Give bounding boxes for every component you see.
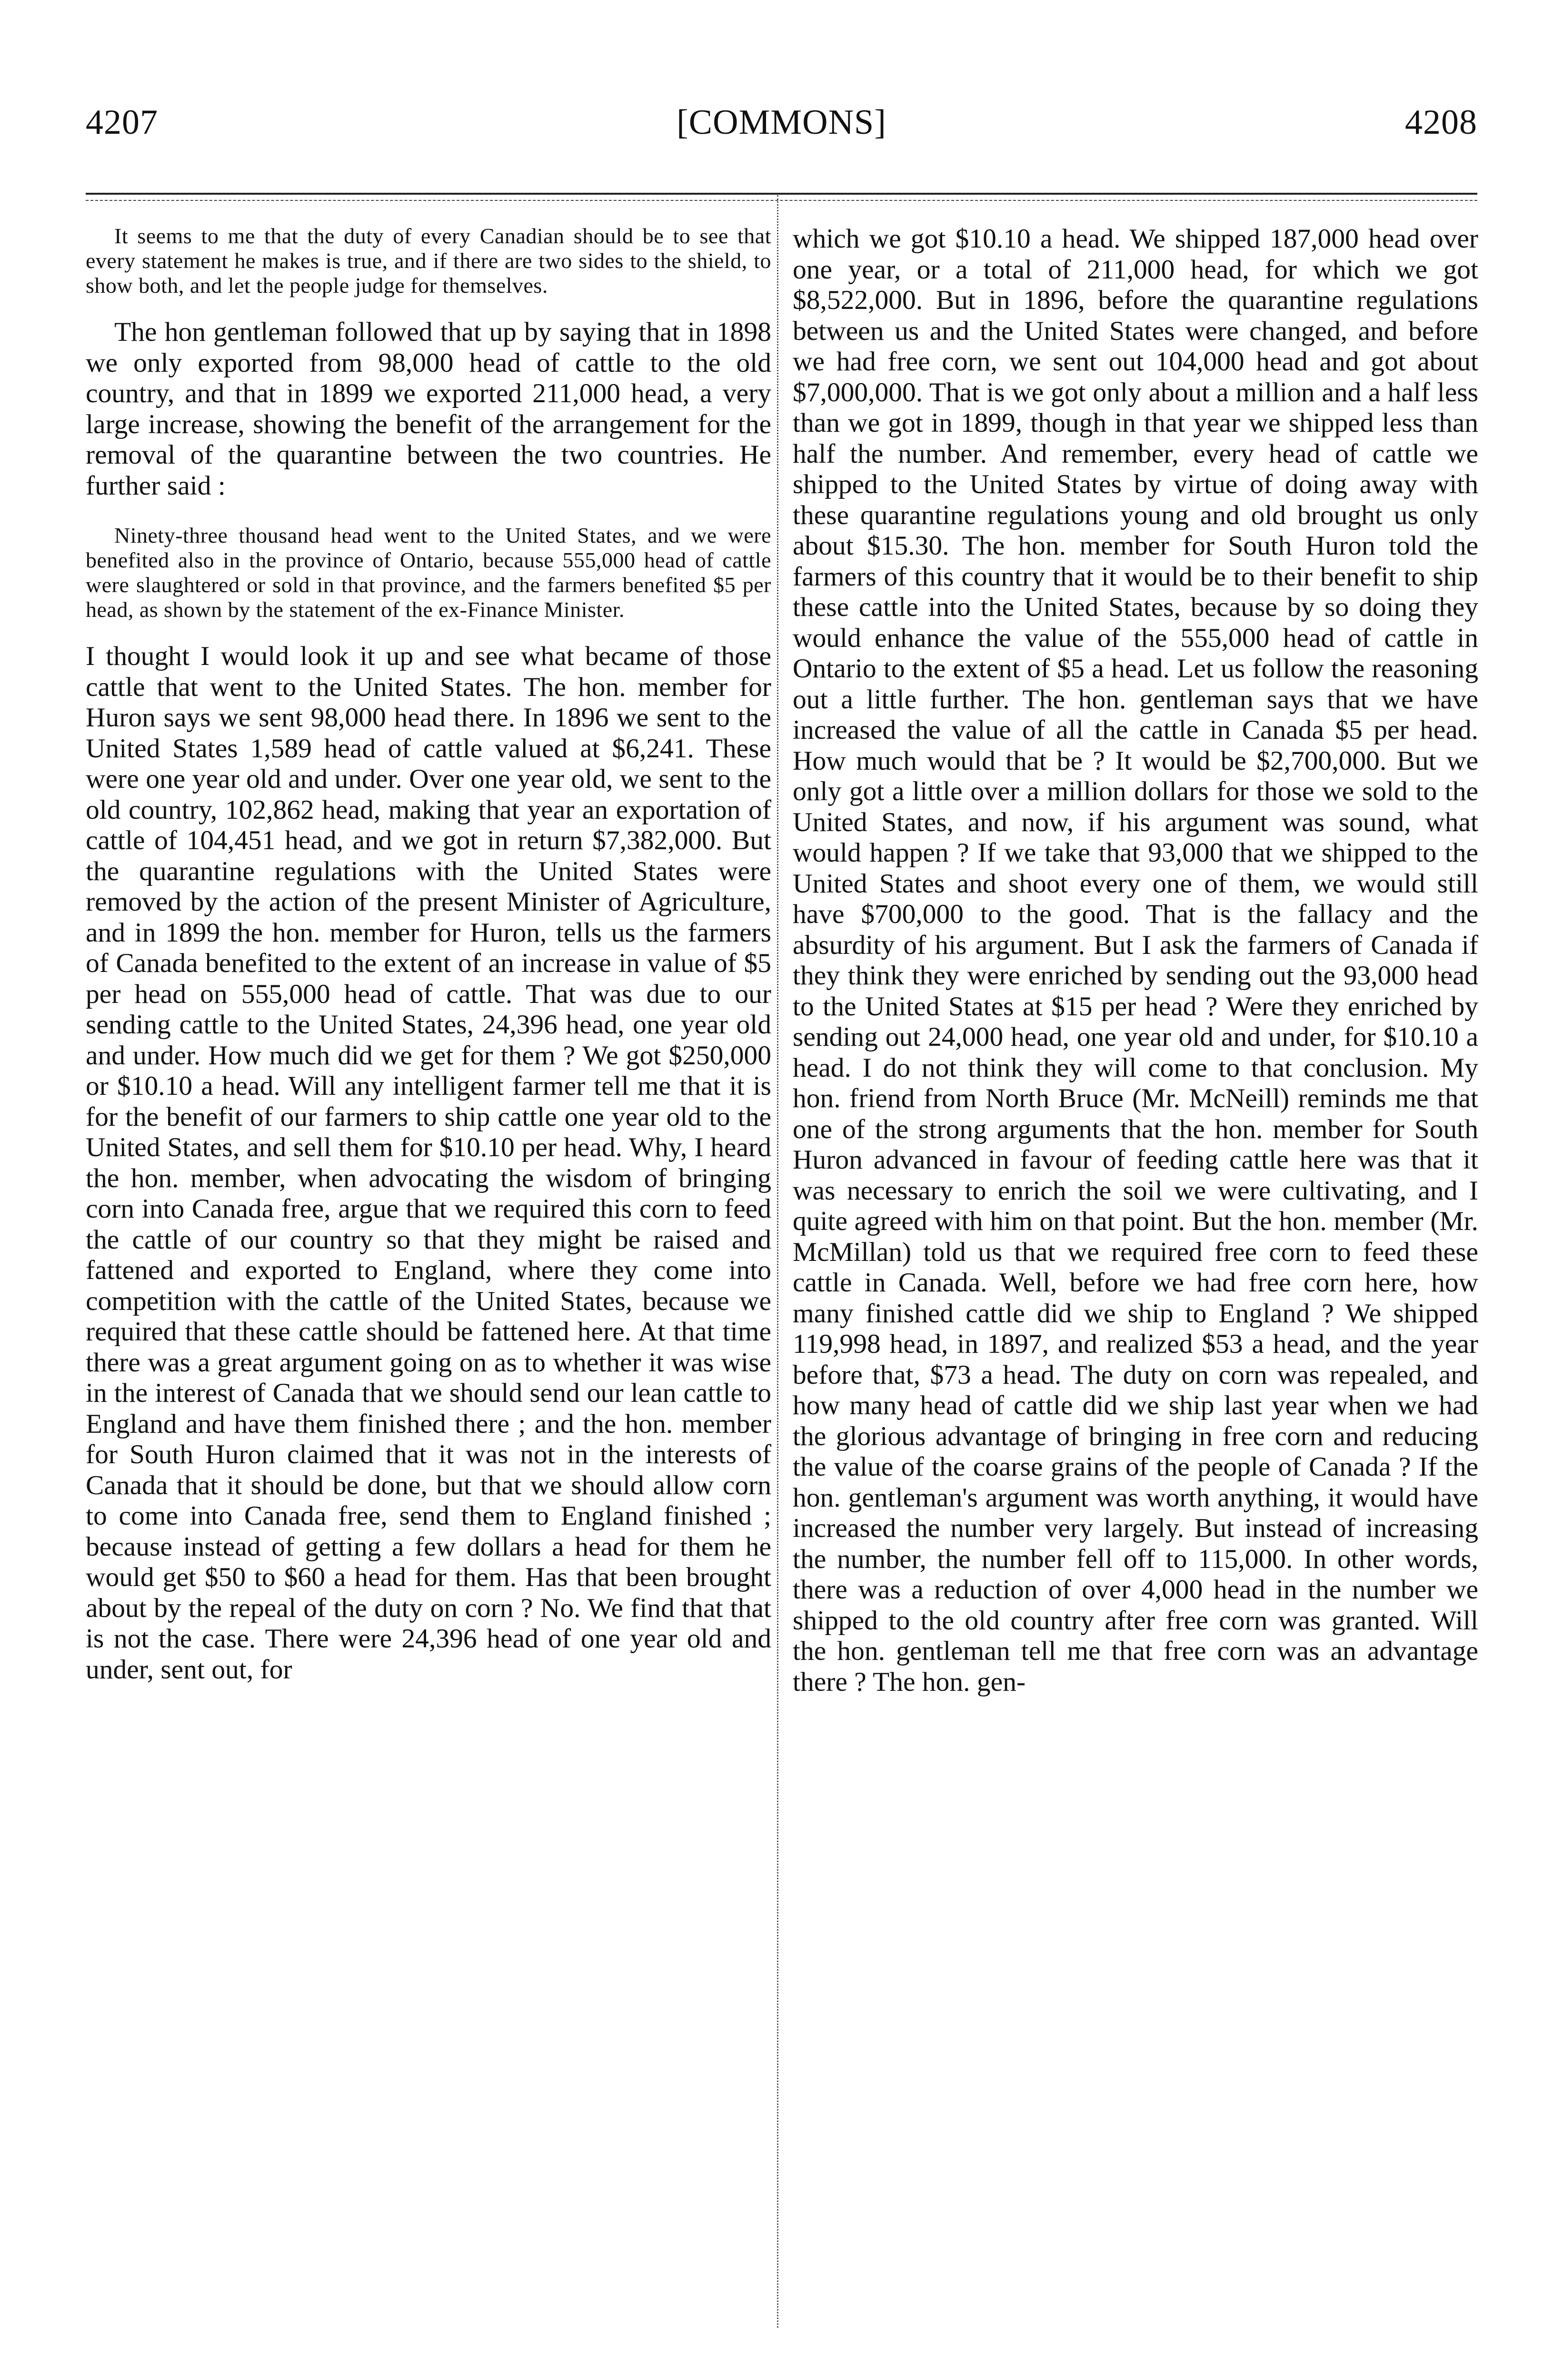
column-divider	[777, 195, 778, 2328]
header-rule-secondary	[86, 200, 1477, 201]
page-number-right: 4208	[1405, 103, 1477, 142]
page-header	[86, 102, 1477, 164]
quoted-passage: It seems to me that the duty of every Canadian should be to see that every statement he makes is true, and if there are two sides to the shield, to show both, and let the people judge for themselves.	[86, 224, 771, 298]
paragraph: The hon gentleman followed that up by saying that in 1898 we only exported from 98,000 head of cattle to the old country, and that in 1899 we exported 211,000 head, a very large increase, showing the benefit of the arrangement for the removal of the quarantine between the two countries. He further said :	[86, 317, 771, 501]
page-number-left: 4207	[86, 103, 158, 142]
running-title: [COMMONS]	[677, 103, 886, 142]
paragraph: which we got $10.10 a head. We shipped 187,000 head over one year, or a total of 211,000 head, for which we got $8,522,000. But in 1896, before the quarantine regulations between us and the United States were changed, and before we had free corn, we sent out 104,000 head and got about $7,000,000. That is we got only about a million and a half less than we got in 1899, though in that year we shipped less than half the number. And remember, every head of cattle we shipped to the United States by virtue of doing away with these quarantine regulations young and old brought us only about $15.30. The hon. member for South Huron told the farmers of this country that it would be to their benefit to ship these cattle into the United States, because by so doing they would enhance the value of the 555,000 head of cattle in Ontario to the extent of $5 a head. Let us follow the reasoning out a little further. The hon. gentleman says that we have increased the value of all the cattle in Canada $5 per head. How much would that be ? It would be $2,700,000. But we only got a little over a million dollars for those we sold to the United States, and now, if his argument was sound, what would happen ? If we take that 93,000 that we shipped to the United States and shoot every one of them, we would still have $700,000 to the good. That is the fallacy and the absurdity of his argument. But I ask the farmers of Canada if they think they were enriched by sending out the 93,000 head to the United States at $15 per head ? Were they enriched by sending out 24,000 head, one year old and under, for $10.10 a head. I do not think they will come to that conclusion. My hon. friend from North Bruce (Mr. McNeill) reminds me that one of the strong arguments that the hon. member for South Huron advanced in favour of feeding cattle here was that it was necessary to enrich the soil we were cultivating, and I quite agreed with him on that point. But the hon. member (Mr. McMillan) told us that we required free corn to feed these cattle in Canada. Well, before we had free corn here, how many finished cattle did we ship to England ? We shipped 119,998 head, in 1897, and realized $53 a head, and the year before that, $73 a head. The duty on corn was repealed, and how many head of cattle did we ship last year when we had the glorious advantage of bringing in free corn and reducing the value of the coarse grains of the people of Canada ? If the hon. gentleman's argument was worth anything, it would have increased the number very largely. But instead of increasing the number, the number fell off to 115,000. In other words, there was a reduction of over 4,000 head in the number we shipped to the old country after free corn was granted. Will the hon. gentleman tell me that free corn was an advantage there ? The hon. gen-	[793, 224, 1478, 1697]
paragraph: I thought I would look it up and see what became of those cattle that went to the United States. The hon. member for Huron says we sent 98,000 head there. In 1896 we sent to the United States 1,589 head of cattle valued at $6,241. These were one year old and under. Over one year old, we sent to the old country, 102,862 head, making that year an exportation of cattle of 104,451 head, and we got in return $7,382,000. But the quarantine regulations with the United States were removed by the action of the present Minister of Agriculture, and in 1899 the hon. member for Huron, tells us the farmers of Canada benefited to the extent of an increase in value of $5 per head on 555,000 head of cattle. That was due to our sending cattle to the United States, 24,396 head, one year old and under. How much did we get for them ? We got $250,000 or $10.10 a head. Will any intelligent farmer tell me that it is for the benefit of our farmers to ship cattle one year old to the United States, and sell them for $10.10 per head. Why, I heard the hon. member, when advocating the wisdom of bringing corn into Canada free, argue that we required this corn to feed the cattle of our country so that they might be raised and fattened and exported to England, where they come into competition with the cattle of the United States, because we required that these cattle should be fattened here. At that time there was a great argument going on as to whether it was wise in the interest of Canada that we should send our lean cattle to England and have them finished there ; and the hon. member for South Huron claimed that it was not in the interests of Canada that it should be done, but that we should allow corn to come into Canada free, send them to England finished ; because instead of getting a few dollars a head for them he would get $50 to $60 a head for them. Has that been brought about by the repeal of the duty on corn ? No. We find that that is not the case. There were 24,396 head of one year old and under, sent out, for	[86, 641, 771, 1685]
left-column	[86, 224, 771, 2380]
header-rule	[86, 193, 1477, 195]
right-column	[793, 224, 1478, 2328]
quoted-passage: Ninety-three thousand head went to the United States, and we were benefited also in the province of Ontario, because 555,000 head of cattle were slaughtered or sold in that province, and the farmers benefited $5 per head, as shown by the statement of the ex-Finance Minister.	[86, 523, 771, 622]
